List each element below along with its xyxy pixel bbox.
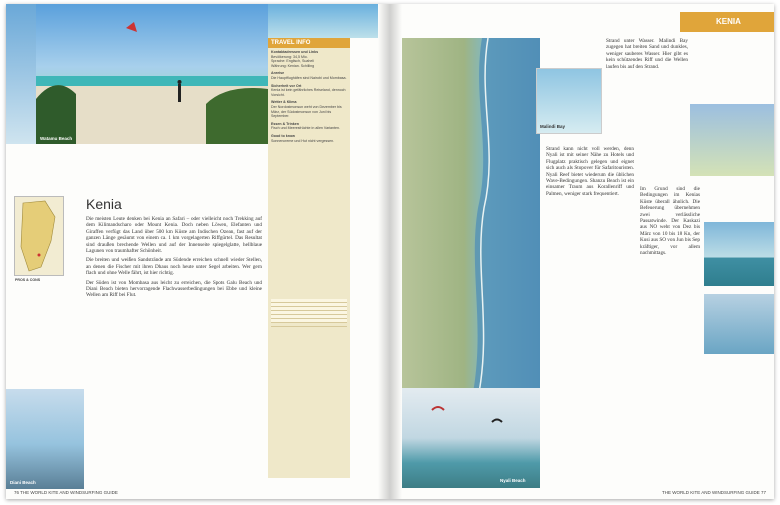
book-spread: [6, 4, 774, 499]
book-gutter: [378, 4, 402, 499]
sidebar-line: Kenia ist kein gefährliches Reiseland, dennoch Vorsicht.: [271, 88, 346, 97]
kite-marks: [402, 388, 540, 488]
photo2-caption: Nyali Beach: [500, 478, 526, 483]
country-tab: KENIA: [680, 12, 774, 32]
sidebar-line: Kontaktadressen und Links: [271, 50, 319, 54]
left-footer: 76 THE WORLD KITE AND WINDSURFING GUIDE: [14, 490, 118, 495]
right-col3: Im Grund sind die Bedingungen im Kenias Küste überall ähnlich. Die Befeuerung übernehmen zwei verlässliche Passatwinde. Der Kaskazi aus NO weht von Dez bis März von 10 bis 18 Kn, der Kusi aus SO von Jun bis Sep kräftiger, vor allem nachmittags.: [640, 186, 700, 257]
kenya-map: [14, 196, 64, 276]
tree-photo: [690, 104, 774, 176]
right-col1: Strand kann nicht voll werden, denn Nyali ist mit seiner Nähe zu Hotels und Flugplatz praktisch gelegen und eignet sich auch als Stopover für Safaritouristen. Nyali Reef bietet wiederum die üblichen Wave-Bedingungen. Shanzu Beach ist ein einsamer Traum aus Korallenriff und Palmen, weniger stark frequentiert.: [546, 146, 634, 197]
sidebar-line: Sicherheit vor Ort: [271, 83, 302, 88]
intro-paragraph: Die meisten Leute denken bei Kenia an Safari – oder vielleicht noch Trekking auf dem Kilimandscharo oder Mount Kenia. Doch neben Löwen, Elefanten und Giraffen verfügt das Land über 500 km Küste am Indischen Ozean, fast auf der ganzen Länge gesäumt von einem ca. 1 km vorgelagerten Riffgürtel. Das Resultat sind draußen brechende Wellen und auf der Innenseite spiegelglatte, hellblaue Lagunen von traumhafter Schönheit.: [86, 216, 262, 255]
kite-sky-photo: [6, 4, 36, 144]
lagoon-photo: [268, 4, 378, 38]
kiters-photo: [402, 388, 540, 488]
sidebar-line: Bevölkerung: 34,5 Mio.: [271, 54, 308, 59]
boat-photo: [704, 222, 774, 286]
travel-info-sidebar: [268, 38, 350, 478]
right-page: [390, 4, 774, 499]
bottom-left-photo: [6, 389, 84, 489]
coast-shape: [402, 38, 540, 398]
sidebar-line: Fisch und Meeresfrüchte in allen Varianten.: [271, 126, 341, 131]
photo1-caption: Malindi Bay: [540, 124, 566, 129]
sidebar-line: Sonnencreme und Hut nicht vergessen.: [271, 138, 335, 143]
sidebar-line: Die Hauptflughäfen sind Nairobi und Mombasa.: [271, 75, 347, 80]
paragraph-3: Der Süden ist von Mombasa aus leicht zu erreichen, die Spots Galu Beach und Diani Beach bieten hervorragende Flachwasserbedingungen bei Ebbe und kleine Wellen am Riff bei Flut.: [86, 279, 262, 299]
coastline-aerial-photo: [402, 38, 540, 398]
left-body-text: [86, 216, 262, 302]
sidebar-text: [268, 48, 350, 145]
sidebar-line: Essen & Trinken: [271, 121, 299, 126]
beach-photo: [36, 4, 268, 144]
sidebar-line: Sprache: Englisch, Suaheli: [271, 59, 314, 64]
paragraph-2: Die breiten und weißen Sandstrände am Südende erreichen schnell wieder Stellen, an denen die Fischer mit ihren Dhaus noch heute unter Segel arbeiten. Wer gern flach und ohne Welle fährt, ist hier richtig.: [86, 257, 262, 277]
map-shape: [15, 197, 63, 275]
beach-scene: [36, 4, 268, 144]
kiter-wave-photo: [704, 294, 774, 354]
right-footer: THE WORLD KITE AND WINDSURFING GUIDE 77: [661, 490, 766, 495]
left-photo-caption: Watamu Beach: [40, 136, 73, 141]
bottom-photo-caption: Diani Beach: [10, 480, 36, 485]
sidebar-line: Anreise: [271, 71, 285, 76]
sidebar-line: Währung: Kenian. Schilling: [271, 63, 315, 68]
left-page: [6, 4, 390, 499]
sidebar-line: Der Nordostmonsun weht von Dezember bis März, der Südostmonsun von Juni bis September.: [271, 104, 342, 119]
pros-cons-title: PROS & CONS: [15, 278, 41, 282]
wind-table: [271, 299, 347, 323]
sidebar-line: Wetter & Klima: [271, 100, 297, 105]
sidebar-header: TRAVEL INFO: [268, 38, 350, 48]
right-col2: Strand unter Wasser. Malindi Bay zugegen hat breiten Sand und dunkles, weniger sauberes Wasser. Hier gibt es kein schützendes Riff und die Wellen laufen bis auf den Strand.: [606, 38, 688, 70]
page-title: Kenia: [86, 196, 122, 212]
sidebar-line: Good to know: [271, 133, 295, 138]
